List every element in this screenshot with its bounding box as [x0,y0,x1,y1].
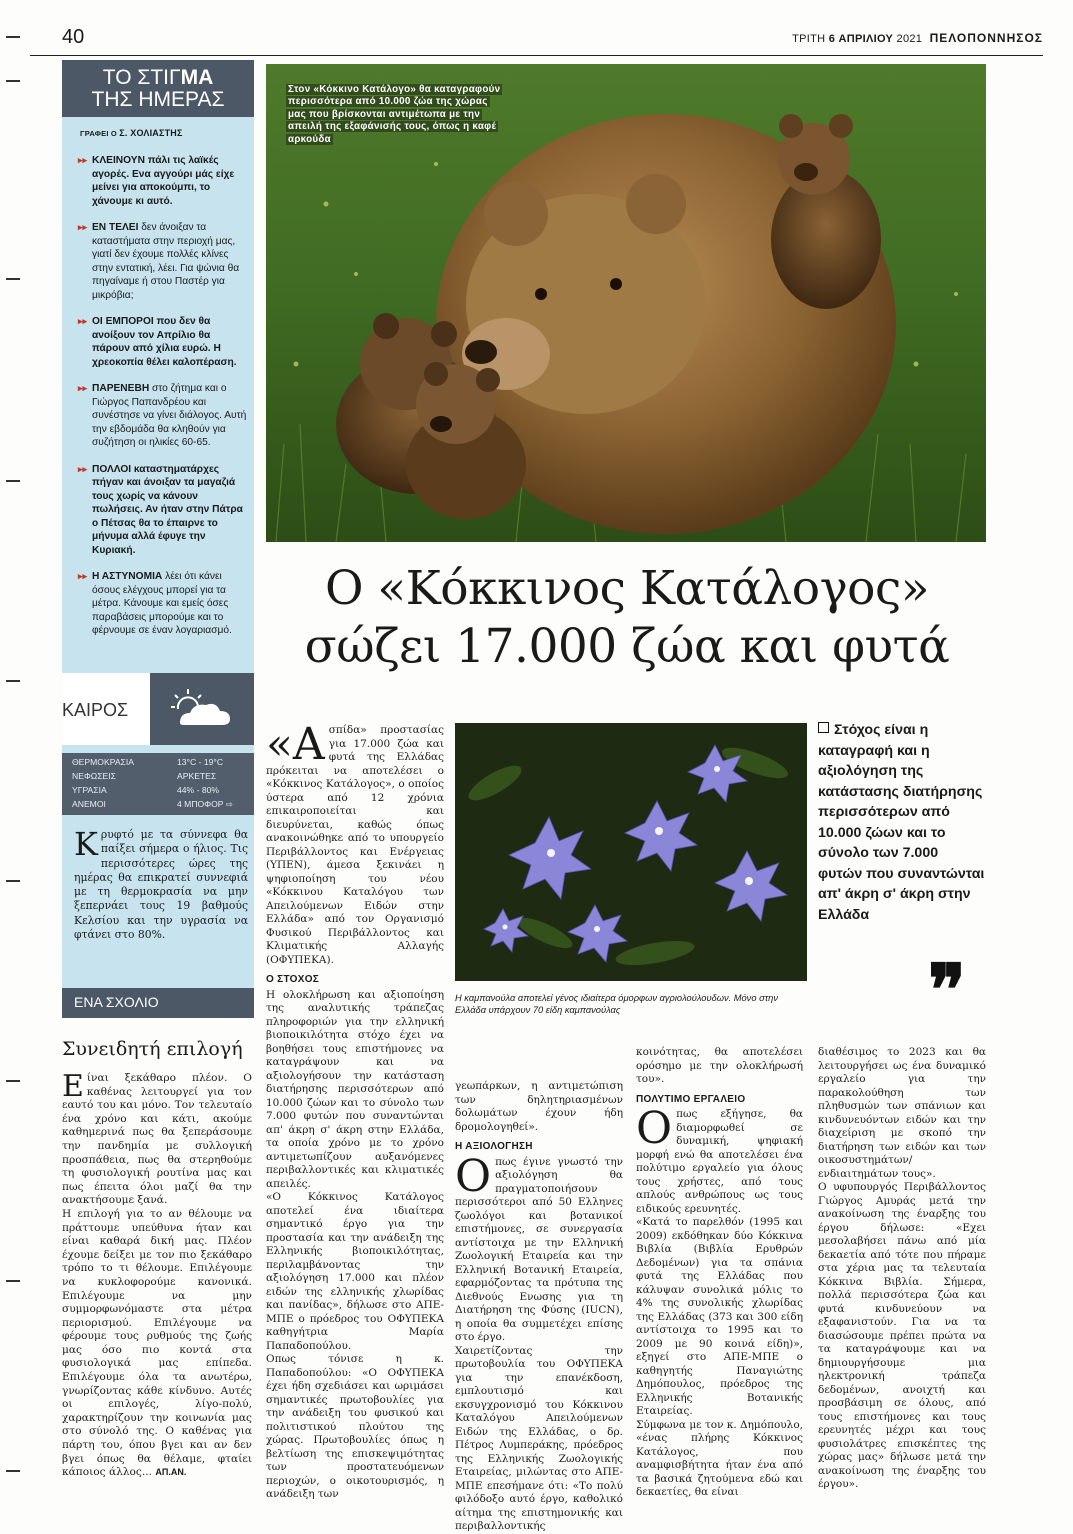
stigma-item-lead: ΚΛΕΙΝΟΥΝ [92,155,145,166]
header-year: 2021 [896,33,923,45]
bear-caption-text: Στον «Κόκκινο Κατάλογο» θα καταγραφούν περισσότερα από 10.000 ζώα της χώρας μας που βρίσκονται αντιμέτωπα με την απειλή της εξαφάνισής τους, όπως η καφέ αρκούδα [288,84,501,145]
margin-mark [6,278,20,280]
weather-value: ΑΡΚΕΤΕΣ [177,771,217,781]
article-paragraph: «Κατά το παρελθόν (1995 και 2009) εκδόθηκαν δύο Κόκκινα Βιβλία (Βιβλία Ερυθρών Δεδομένων) για τα σπάνια φυτά της Ελλάδας που κάλυψαν συνολικά μόλις το 4% της συνολικής χλωρίδας της Ελλάδας (373 και 300 είδη αντίστοιχα το 1995 και το 2009 με 90 κοινά είδη)», εξηγεί στο ΑΠΕ-ΜΠΕ ο καθηγητής Παναγιώτης Δημόπουλος, πρόεδρος της Ελληνικής Βοτανικής Εταιρείας. [636,1216,803,1417]
comment-section-bar: ΕΝΑ ΣΧΟΛΙΟ [62,988,254,1018]
headline-line-2: σώζει 17.000 ζώα και φυτά [304,619,950,674]
bear-photo-caption [286,84,508,146]
stigma-item-text: δεν άνοιξαν τα καταστήματα στην περιοχή μας, γιατί δεν έχουμε πολλές κλίνες στην εντατική, λέει. Για ψώνια θα πηγαίναμε ή στου Παστέρ για μικρόβια; [92,222,240,301]
article-text: πως εξήγησε, θα διαμορφωθεί σε δυναμική, ψηφιακή μορφή ενώ θα αποτελέσει ένα πολύτιμο εργαλείο για όλους τους χρήστες, από τους απλούς ανθρώπους ως τους ειδικούς ερευνητές. [636,1108,803,1215]
stigma-item-lead: ΠΟΛΛΟΙ [92,463,132,475]
article-subhead: ΠΟΛΥΤΙΜΟ ΕΡΓΑΛΕΙΟ [636,1093,746,1105]
stigma-items [78,154,248,651]
partly-cloudy-icon [150,673,254,745]
article-paragraph: Σύμφωνα με τον κ. Δημόπουλο, «ένας πλήρης Κόκκινος Κατάλογος, που αναμφισβήτητα ήταν ένα από τα βασικά ζητούμενα εδώ και δεκαετίες, θα είναι [636,1418,803,1498]
comment-paragraph: Η επιλογή για το αν θέλουμε να πράττουμε υπεύθυνα ήταν και είναι καθαρά δική μας. Πλέον έχουμε δείξει με τον πιο ξεκάθαρο τρόπο το τι θέλουμε. Επιλέγουμε να κυκλοφορούμε κανονικά. Επιλέγουμε να μην συμμορφωνόμαστε στα μέτρα περιορισμού. Επιλέγουμε να φέρουμε τους ρυθμούς της ζωής μας όσο πιο κοντά στα φυσιολογικά μας επίπεδα. Επιλέγουμε όλα τα ανωτέρω, γνωρίζοντας κάθε κίνδυνο. Αυτές οι επιλογές, λίγο-πολύ, χαρακτηρίζουν την κοινωνία μας στο σύνολό της. Ο καθένας για πάρτη του, όπου βγει και αν δεν βγει όπως θα θέλαμε, φταίει κάποιος άλλος... [62,1207,252,1479]
comment-signature: ΑΠ.ΑΝ. [155,1467,187,1478]
stigma-item-text: λέει ότι κάνει όσους ελέγχους μπορεί για τα μέτρα. Κάνουμε και εμείς όσες παραβάσεις μπορούμε και το φέρνουμε σε έναν λογαριασμό. [92,571,232,636]
weather-forecast-text [74,825,248,942]
weather-icon-box [150,673,254,745]
stigma-title-box [62,60,254,117]
dropcap-letter: Α [292,719,325,770]
page-header [30,18,1043,56]
header-dateline [792,31,1043,45]
comment-dropcap: Ε [62,1069,84,1104]
newspaper-brand: ΠΕΛΟΠΟΝΝΗΣΟΣ [929,31,1043,45]
stigma-item [78,154,248,208]
article-paragraph [266,719,444,967]
weather-dropcap: Κ [74,825,98,863]
weather-label: ΑΝΕΜΟΙ [72,799,106,809]
double-arrow-icon: ▸▸ [78,222,88,232]
article-dropcap [266,719,325,770]
double-arrow-icon: ▸▸ [78,383,88,393]
weather-row [62,797,254,811]
margin-mark [6,880,20,882]
stigma-title-c: ΤΗΣ ΗΜΕΡΑΣ [91,88,225,111]
weather-row [62,755,254,769]
stigma-item-lead: Η ΑΣΤΥΝΟΜΙΑ [92,571,163,582]
article-paragraph: «Ο Κόκκινος Κατάλογος αποτελεί ένα ιδιαίτερα σημαντικό έργο για την προστασία και την ανάδειξη της Ελληνικής βιοποικιλότητας, περιλαμβάνοντας την αξιολόγηση 17.000 και πλέον ειδών της ελληνικής χλωρίδας και πανίδας», δήλωσε στο ΑΠΕ-ΜΠΕ ο πρόεδρος του ΟΦΥΠΕΚΑ καθηγήτρια Μαρία Παπαδοπούλου. [266,1191,444,1352]
article-paragraph: κοινότητας, θα αποτελέσει ορόσημο με την ολοκλήρωσή του». [636,1046,803,1085]
article-paragraph [455,1150,623,1345]
article-text: σπίδα» προστασίας για 17.000 ζώα και φυτά της Ελλάδας πρόκειται να αποτελέσει ο «Κόκκινος Κατάλογος», ο οποίος ύστερα από 12 χρόνια επικαιροποιείται και διευρύνεται, καθώς όπως ανακοινώθηκε από το υπουργείο Περιβάλλοντος και Ενέργειας (ΥΠΕΝ), άμεσα ξεκινάει η ψηφιοποίηση του νέου «Κόκκινου Καταλόγου των Απειλούμενων Ειδών στην Ελλάδα» από τον Οργανισμό Φυσικού Περιβάλλοντος και Κλιματικής Αλλαγής (ΟΦΥΠΕΚΑ). [266,724,444,966]
weather-label: ΘΕΡΜΟΚΡΑΣΙΑ [72,757,134,767]
weather-value: 4 ΜΠΟΦΟΡ ⇨ [177,799,233,809]
double-arrow-icon: ▸▸ [78,571,88,581]
article-paragraph: Οπως τόνισε η κ. Παπαδοπούλου: «Ο ΟΦΥΠΕΚΑ έχει ήδη σχεδιάσει και ωριμάσει σημαντικές πρωτοβουλίες για την ανάδειξη του φυσικού και πολιτιστικού πλούτου της χώρας. Πρωτοβουλίες όπως η βελτίωση της επισκεψιμότητας των προστατευόμενων περιοχών, ο οικοτουρισμός, η ανάδειξη των [266,1353,444,1500]
weather-table [62,753,254,815]
article-paragraph: Ο υφυπουργός Περιβάλλοντος Γιώργος Αμυράς μετά την ανακοίνωση της έναρξης του έργου δήλωσε: «Εχει μεσολαβήσει πάνω από μία δεκαετία από τότε που πήραμε στα χέρια μας τα τελευταία Κόκκινα Βιβλία. Σήμερα, πολλά περισσότερα ζώα και φυτά κινδυνεύουν να εξαφανιστούν. Για να τα διασώσουμε πρέπει πρώτα να τα καταγράψουμε και να δημιουργήσουμε μια ηλεκτρονική τράπεζα δεδομένων, ανοιχτή και προσβάσιμη σε όλους, από τους επιστήμονες και τους ερευνητές μέχρι και τους φυσιολάτρες επισκέπτες της χώρας μας» δήλωσε μετά την ανακοίνωση της έναρξης του έργου». [818,1181,986,1490]
weather-header [62,673,254,745]
article-column-3 [636,1046,803,1500]
stigma-item-lead: ΠΑΡΕΝΕΒΗ [92,383,150,394]
weather-label: ΝΕΦΩΣΕΙΣ [72,771,116,781]
bellflower-image [455,723,807,981]
comment-paragraph: ίναι ξεκάθαρο πλέον. Ο καθένας λειτουργεί για τον εαυτό του και μόνο. Τον τελευταίο ένα χρόνο και κάτι, ακούμε καθημερινά πως θα ξεπεράσουμε την πανδημία με συλλογική προσπάθεια, πως θα στερηθούμε τη φυσιολογική ρουτίνα μας και πως έπειτα όλοι μαζί θα την ανακτήσουμε ξανά. [62,1072,252,1207]
article-dropcap: Ο [455,1150,492,1202]
article-column-2 [455,1080,623,1534]
stigma-item-text: που δεν θα ανοίξουν τον Απρίλιο θα πάρουν από χίλια ευρώ. Η χρεοκοπία θέλει καλοπέραση. [92,316,237,368]
weather-row [62,769,254,783]
stigma-item [78,315,248,369]
weather-title: ΚΑΙΡΟΣ [62,673,150,745]
square-bullet-icon [818,722,829,733]
stigma-item [78,221,248,302]
stigma-item [78,570,248,638]
stigma-item-lead: ΕΝ ΤΕΛΕΙ [92,222,139,233]
article-paragraph: διαθέσιμος το 2023 και θα λειτουργήσει ως ένα δυναμικό εργαλείο για την παρακολούθηση των πληθυσμών των σπάνιων και κινδυνευόντων ειδών και την διαχείριση με σκοπό την διατήρηση των ειδών και των οικοσυστημάτων/ενδιαιτημάτων τους». [818,1046,986,1180]
left-sidebar [62,60,254,1490]
open-quote: « [266,719,293,770]
article-headline [262,560,992,676]
article-paragraph: Η ολοκλήρωση και αξιοποίηση της αναλυτικής τράπεζας πληροφοριών για την ελληνική βιοποικιλότητα στόχο έχει να βοηθήσει τους επιστήμονες να καταγράψουν και να αξιολογήσουν την κατάσταση διατήρησης περισσότερων από 10.000 ζώων και το σύνολο των 7.000 φυτών που συναντώνται απ' άκρη σ' άκρη στην Ελλάδα, τα οποία χρόνο με το χρόνο αντιμετωπίζουν αυξανόμενες περιβαλλοντικές και κλιματικές απειλές. [266,988,444,1190]
flower-photo [455,723,807,981]
weather-row [62,783,254,797]
flower-photo-caption: Η καμπανούλα αποτελεί γένος ιδιαίτερα όμορφων αγριολούλουδων. Μόνο στην Ελλάδα υπάρχουν 70 είδη καμπανούλας [455,993,778,1015]
header-month: ΑΠΡΙΛΙΟΥ [838,33,894,45]
margin-mark [6,680,20,682]
pull-quote-text: Στόχος είναι η καταγραφή και η αξιολόγηση της κατάστασης διατήρησης περισσότερων από 10.000 ζώων και το σύνολο των 7.000 φυτών που συναντώνται απ' άκρη σ' άκρη στην Ελλάδα [818,722,985,923]
stigma-item [78,382,248,450]
article-text: πως έγινε γνωστό την αξιολόγηση θα πραγματοποιήσουν περισσότεροι από 50 Ελληνες ζωολόγοι και βοτανικοί επιστήμονες, σε συνεργασία αντίστοιχα με την Ελληνική Ζωολογική Εταιρεία και την Ελληνική Βοτανική Εταιρεία, εφαρμόζοντας τα πρότυπα της Διεθνούς Ενωσης για τη Διατήρηση της Φύσης (IUCN), η οποία θα συμμετέχει επίσης στο έργο. [455,1155,623,1343]
article-paragraph: Χαιρετίζοντας την πρωτοβουλία του ΟΦΥΠΕΚΑ για την επανέκδοση, εμπλουτισμό και εκσυγχρονισμό του Κόκκινου Καταλόγου Απειλούμενων Ειδών της Ελλάδας, ο δρ. Πέτρος Λυμπεράκης, πρόεδρος της Ελληνικής Ζωολογικής Εταιρείας, μιλώντας στο ΑΠΕ-ΜΠΕ επεσήμανε ότι: «Το πολύ φιλόδοξο αυτό έργο, καθολικό αίτημα της επιστημονικής και περιβαλλοντικής [455,1344,623,1532]
article-column-1 [266,719,444,1502]
comment-title: Συνειδητή επιλογή [62,1038,243,1060]
double-arrow-icon: ▸▸ [78,155,88,165]
stigma-author-prefix: ΓΡΑΦΕΙ Ο [80,129,117,138]
weather-value: 13°C - 19°C [177,757,224,767]
article-subhead: Ο ΣΤΟΧΟΣ [266,974,320,985]
weather-body: ρυφτό με τα σύννεφα θα παίξει σήμερα ο ήλιος. Τις περισσότερες ώρες της ημέρας θα επικρατεί συννεφιά με τη θερμοκρασία να μην ξεπερνάει τους 19 βαθμούς Κελσίου και την υγρασία να φτάνει στο 80%. [74,828,248,942]
header-date: 6 [828,33,836,45]
stigma-author [80,128,183,138]
closing-quote-icon: ❞ [928,948,966,1031]
double-arrow-icon: ▸▸ [78,316,88,326]
double-arrow-icon: ▸▸ [78,463,88,474]
margin-mark [6,36,20,38]
margin-mark [6,1080,20,1082]
article-paragraph: γεωπάρκων, η αντιμετώπιση των δηλητηριασμένων δολωμάτων έχουν ήδη δρομολογηθεί». [455,1080,623,1133]
article-column-4 [818,1046,986,1492]
comment-body [62,1069,252,1480]
weather-value: 44% - 80% [177,785,220,795]
stigma-item-lead: ΟΙ ΕΜΠΟΡΟΙ [92,316,154,327]
stigma-item [78,463,248,558]
margin-mark [6,1280,20,1282]
stigma-item-text: πάλι τις λαϊκές αγορές. Ενα αγγούρι μάς είχε μείνει για αποκούμπι, το χάνουμε κι αυτό. [92,155,235,207]
stigma-title-b: ΜΑ [180,66,214,89]
article-paragraph [636,1103,803,1216]
stigma-item-text: καταστηματάρχες πήγαν και άνοιξαν τα μαγαζιά τους χωρίς να κάνουν πωλήσεις. Αν ήταν στην Πάτρα ο Πέτσας θα το έπαιρνε το μήνυμα αλλά έφυγε την Κυριακή. [92,463,243,556]
pull-quote [818,720,986,925]
margin-mark [6,80,20,82]
margin-mark [6,1470,20,1472]
article-subhead: Η ΑΞΙΟΛΟΓΗΣΗ [455,1141,533,1152]
headline-line-1: Ο «Κόκκινος Κατάλογος» [324,561,930,616]
stigma-title-a: ΤΟ ΣΤΙΓ [102,66,181,89]
weather-label: ΥΓΡΑΣΙΑ [72,785,107,795]
page-number: 40 [62,26,85,48]
stigma-author-name: Σ. ΧΟΛΙΑΣΤΗΣ [119,128,183,138]
header-day: ΤΡΙΤΗ [792,33,826,45]
stigma-item-text: στο ζήτημα και ο Γιώργος Παπανδρέου και συνέστησε να γίνει διάλογος. Αυτή την εβδομάδα θα κληθούν για συζήτηση οι ηλικίες 60-65. [92,383,247,448]
article-dropcap: Ο [636,1103,673,1154]
margin-mark [6,480,20,482]
